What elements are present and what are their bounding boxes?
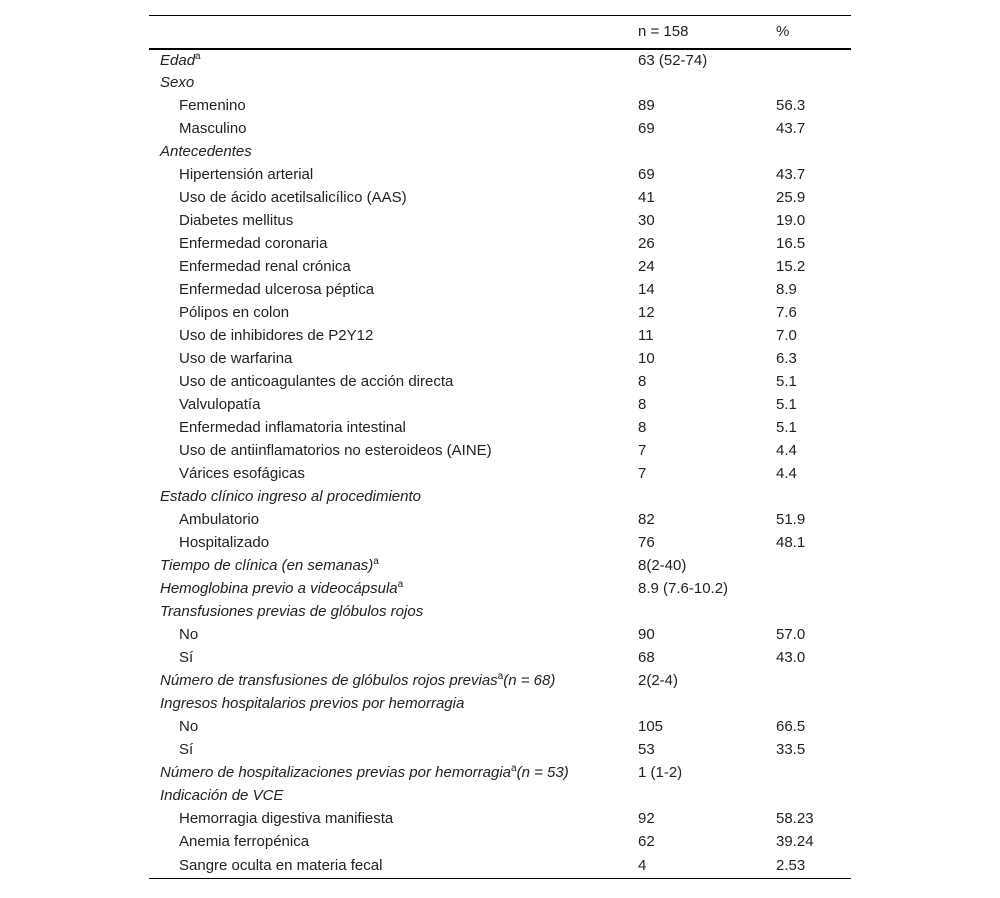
footnote-marker: a: [511, 763, 517, 774]
row-percent-value: 7.0: [776, 327, 797, 344]
row-percent-value: [766, 72, 851, 95]
row-n-value: 62: [638, 833, 655, 850]
row-n-value: 1 (1-2): [638, 764, 683, 781]
row-n-value: 82: [638, 511, 655, 528]
table-row: [149, 210, 851, 233]
row-label-suffix: (n = 53): [516, 764, 569, 781]
table-row: [149, 854, 851, 879]
characteristics-table-container: [149, 15, 851, 879]
row-label-text: Indicación de VCE: [160, 787, 284, 804]
row-percent-value: [766, 49, 851, 72]
row-percent-value: [766, 555, 851, 578]
row-label: [149, 463, 628, 486]
row-label: [149, 693, 628, 716]
row-label-text: Edad: [160, 51, 196, 69]
row-label: [149, 555, 628, 578]
row-label: [149, 141, 628, 164]
row-percent-value: 48.1: [776, 534, 806, 551]
row-percent-value: [766, 141, 851, 164]
row-n-value: 105: [638, 718, 664, 735]
row-label-text: Ingresos hospitalarios previos por hemorragia: [160, 695, 465, 712]
table-row: [149, 785, 851, 808]
table-row: [149, 831, 851, 854]
row-percent-value: 15.2: [776, 258, 806, 275]
row-n-value: [628, 693, 766, 716]
table-row: [149, 256, 851, 279]
row-label-text: Enfermedad renal crónica: [179, 258, 351, 275]
row-percent-value: 58.23: [776, 810, 814, 827]
table-row: [149, 670, 851, 693]
row-label: [149, 302, 628, 325]
row-n-value: 8(2-40): [638, 557, 687, 574]
row-label-text: Valvulopatía: [179, 396, 261, 413]
row-percent-value: 2.53: [766, 854, 851, 879]
row-n-value: 8: [638, 373, 647, 390]
row-label: [149, 785, 628, 808]
row-percent-value: 39.24: [776, 833, 814, 850]
row-percent-value: 4.4: [776, 465, 797, 482]
row-n-value: 92: [638, 810, 655, 827]
row-label-text: Hemoglobina previo a videocápsula: [160, 580, 398, 597]
row-percent-value: 33.5: [776, 741, 806, 758]
row-percent-value: [766, 578, 851, 601]
footnote-marker: a: [497, 671, 504, 682]
row-label: [149, 509, 628, 532]
table-row: [149, 578, 851, 601]
row-label: [149, 578, 628, 601]
row-n-value: 8: [638, 396, 647, 413]
row-label-text: Masculino: [179, 120, 247, 137]
row-label: [149, 72, 628, 95]
table-row: [149, 647, 851, 670]
table-row: [149, 371, 851, 394]
row-label: [149, 95, 628, 118]
table-row: [149, 279, 851, 302]
row-percent-value: [766, 693, 851, 716]
row-label-text: Uso de warfarina: [179, 350, 293, 367]
row-n-value: 30: [638, 212, 655, 229]
row-n-value: 12: [638, 304, 655, 321]
row-label-text: Pólipos en colon: [179, 304, 290, 321]
table-row: [149, 716, 851, 739]
row-label-text: No: [179, 718, 199, 735]
row-label-text: Estado clínico ingreso al procedimiento: [160, 488, 421, 505]
row-label: [149, 256, 628, 279]
table-row: [149, 601, 851, 624]
row-label: [149, 854, 628, 879]
row-n-value: 26: [638, 235, 655, 252]
row-label: [149, 808, 628, 831]
table-row: [149, 325, 851, 348]
row-n-value: [628, 486, 766, 509]
table-row: [149, 49, 851, 72]
table-header-row: [149, 16, 851, 49]
table-row: [149, 72, 851, 95]
row-label: [149, 440, 628, 463]
row-percent-value: 5.1: [776, 373, 797, 390]
row-n-value: 14: [638, 281, 655, 298]
footnote-marker: a: [397, 579, 404, 590]
row-n-value: 69: [638, 120, 655, 137]
table-row: [149, 302, 851, 325]
row-label-text: Várices esofágicas: [179, 465, 305, 482]
table-row: [149, 440, 851, 463]
row-label-text: Número de hospitalizaciones previas por hemorragia: [160, 764, 512, 781]
row-label: [149, 279, 628, 302]
row-n-value: [628, 141, 766, 164]
row-label-text: Ambulatorio: [179, 511, 260, 528]
row-n-value: 10: [638, 350, 655, 367]
row-label-text: Tiempo de clínica (en semanas): [160, 557, 374, 574]
row-label: [149, 325, 628, 348]
table-row: [149, 693, 851, 716]
table-row: [149, 164, 851, 187]
table-row: [149, 417, 851, 440]
row-percent-value: 43.7: [776, 166, 806, 183]
table-row: [149, 532, 851, 555]
row-label-text: Sexo: [160, 74, 195, 91]
row-n-value: 41: [638, 189, 655, 206]
row-n-value: 4: [628, 854, 766, 879]
row-label: [149, 394, 628, 417]
row-label-text: Uso de ácido acetilsalicílico (AAS): [179, 189, 407, 206]
row-percent-value: 5.1: [776, 419, 797, 436]
row-label-text: Femenino: [179, 97, 246, 114]
row-label: [149, 210, 628, 233]
row-label: [149, 624, 628, 647]
row-label: [149, 118, 628, 141]
row-percent-value: 51.9: [776, 511, 806, 528]
row-n-value: 7: [638, 465, 647, 482]
row-n-value: 24: [638, 258, 655, 275]
table-row: [149, 141, 851, 164]
header-n: n = 158: [628, 16, 766, 49]
table-row: [149, 555, 851, 578]
row-label: [149, 233, 628, 256]
row-percent-value: 57.0: [776, 626, 806, 643]
row-n-value: 8.9 (7.6-10.2): [638, 580, 729, 597]
row-percent-value: 7.6: [776, 304, 797, 321]
row-percent-value: 43.7: [776, 120, 806, 137]
row-n-value: 2(2-4): [638, 672, 679, 689]
footnote-marker: a: [195, 50, 201, 62]
row-percent-value: 8.9: [776, 281, 797, 298]
row-n-value: [628, 785, 766, 808]
row-label: [149, 739, 628, 762]
table-row: [149, 808, 851, 831]
row-percent-value: [766, 486, 851, 509]
row-n-value: 76: [638, 534, 655, 551]
row-label: [149, 831, 628, 854]
row-n-value: 8: [638, 419, 647, 436]
row-percent-value: [766, 670, 851, 693]
row-n-value: 90: [638, 626, 655, 643]
row-label-text: Sí: [179, 741, 194, 758]
row-label-text: Enfermedad ulcerosa péptica: [179, 281, 375, 298]
table-row: [149, 348, 851, 371]
row-label: [149, 532, 628, 555]
table-row: [149, 187, 851, 210]
row-percent-value: 56.3: [776, 97, 806, 114]
row-label-text: Hospitalizado: [179, 534, 270, 551]
row-label-text: Enfermedad inflamatoria intestinal: [179, 419, 406, 436]
row-percent-value: 19.0: [776, 212, 806, 229]
row-percent-value: 4.4: [776, 442, 797, 459]
row-percent-value: 66.5: [776, 718, 806, 735]
row-n-value: [628, 601, 766, 624]
table-row: [149, 509, 851, 532]
row-label-text: Número de transfusiones de glóbulos rojos previas: [160, 672, 498, 689]
table-row: [149, 394, 851, 417]
row-n-value: [628, 72, 766, 95]
row-percent-value: 5.1: [776, 396, 797, 413]
row-percent-value: [766, 762, 851, 785]
row-label: [149, 670, 628, 693]
table-row: [149, 95, 851, 118]
row-label-text: Uso de anticoagulantes de acción directa: [179, 373, 454, 390]
row-label-text: Antecedentes: [160, 143, 252, 160]
row-label-suffix: (n = 68): [503, 672, 556, 689]
row-percent-value: 43.0: [776, 649, 806, 666]
row-label: [149, 486, 628, 509]
row-label-text: Hipertensión arterial: [179, 166, 314, 183]
row-label: [149, 348, 628, 371]
row-n-value: 89: [638, 97, 655, 114]
row-percent-value: [766, 785, 851, 808]
row-label-text: Anemia ferropénica: [179, 833, 310, 850]
row-label: [149, 762, 628, 785]
row-label: [149, 187, 628, 210]
row-n-value: 7: [638, 442, 647, 459]
row-label-text: No: [179, 626, 199, 643]
row-label-text: Hemorragia digestiva manifiesta: [179, 810, 394, 827]
row-n-value: 63 (52-74): [638, 51, 708, 69]
row-label-text: Diabetes mellitus: [179, 212, 294, 229]
row-label-text: Transfusiones previas de glóbulos rojos: [160, 603, 424, 620]
table-row: [149, 118, 851, 141]
row-label: [149, 49, 628, 72]
table-row: [149, 463, 851, 486]
row-n-value: 11: [638, 327, 654, 344]
header-percent: %: [766, 16, 851, 49]
row-label-text: Sangre oculta en materia fecal: [179, 856, 383, 874]
row-label: [149, 647, 628, 670]
table-body: [149, 49, 851, 879]
row-label: [149, 417, 628, 440]
row-n-value: 68: [638, 649, 655, 666]
table-row: [149, 762, 851, 785]
table-row: [149, 739, 851, 762]
row-n-value: 69: [638, 166, 655, 183]
row-percent-value: 16.5: [776, 235, 806, 252]
row-n-value: 53: [638, 741, 655, 758]
row-label: [149, 371, 628, 394]
row-label-text: Uso de inhibidores de P2Y12: [179, 327, 374, 344]
row-percent-value: [766, 601, 851, 624]
footnote-marker: a: [373, 556, 379, 567]
row-label: [149, 601, 628, 624]
row-label-text: Enfermedad coronaria: [179, 235, 328, 252]
row-label: [149, 164, 628, 187]
row-percent-value: 6.3: [776, 350, 797, 367]
table-row: [149, 624, 851, 647]
row-label-text: Uso de antiinflamatorios no esteroideos (AINE): [179, 442, 492, 459]
characteristics-table: [149, 15, 851, 879]
row-label-text: Sí: [179, 649, 194, 666]
table-row: [149, 233, 851, 256]
row-percent-value: 25.9: [776, 189, 806, 206]
table-row: [149, 486, 851, 509]
row-label: [149, 716, 628, 739]
header-label: [149, 16, 628, 49]
